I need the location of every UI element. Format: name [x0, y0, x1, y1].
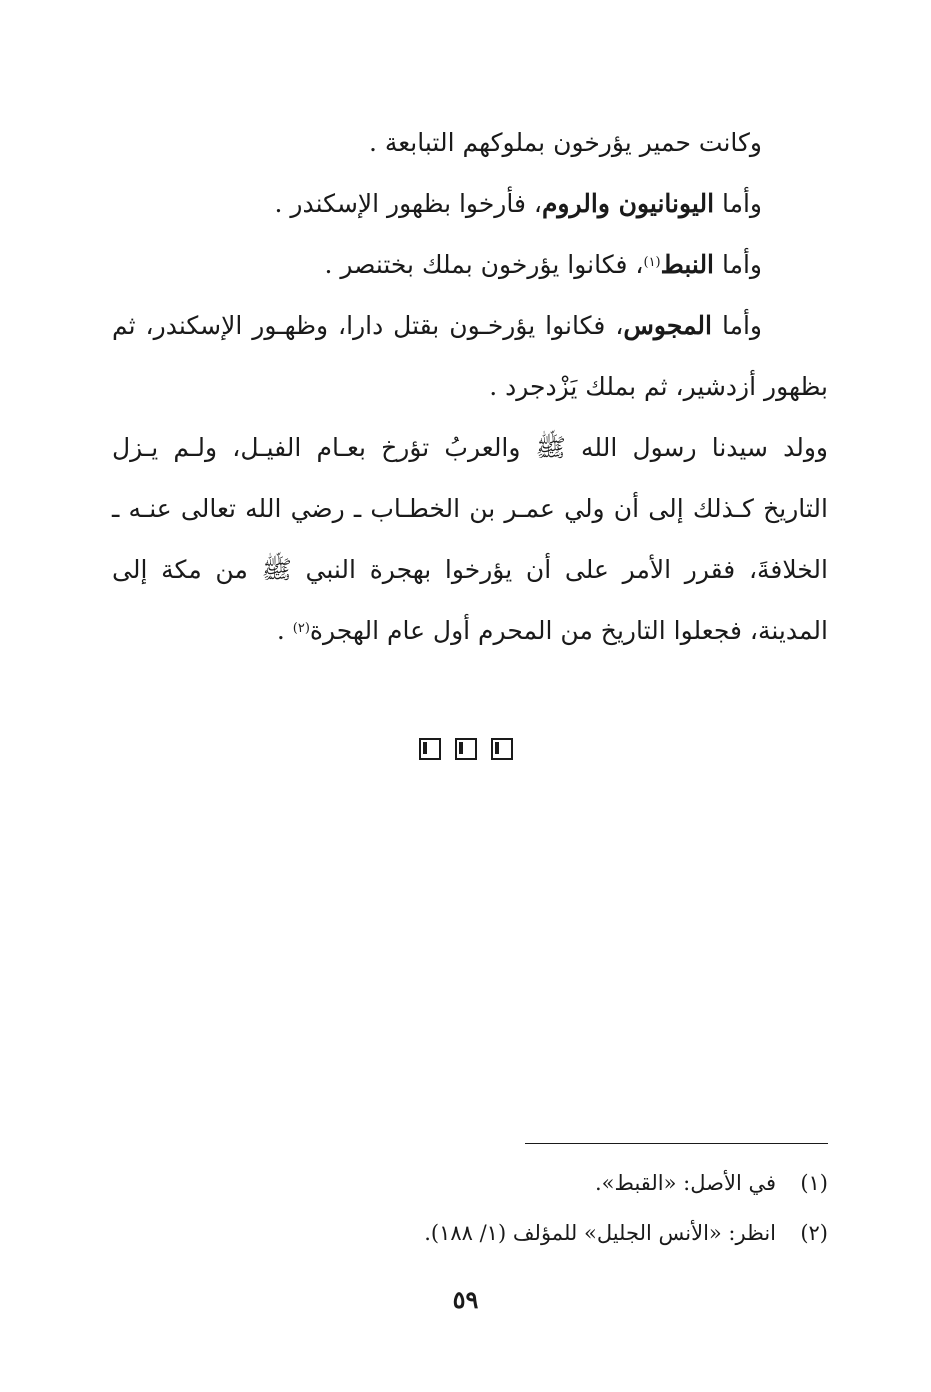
- paragraph-2: [112, 173, 828, 234]
- footnotes: [200, 1158, 828, 1258]
- paragraph-4-bold: المجوس: [623, 311, 712, 340]
- main-text: [112, 112, 828, 661]
- separator-box-icon: [491, 738, 513, 760]
- paragraph-3: [112, 234, 828, 295]
- paragraph-4-rest: ، فكانوا يؤرخـون بقتل دارا، وظهـور الإسكندر، ثم بظهور أزدشير، ثم بملك يَزْدجرد .: [112, 311, 828, 401]
- paragraph-1-text: وكانت حمير يؤرخون بملوكهم التبابعة .: [368, 128, 762, 157]
- paragraph-5-end: .: [276, 616, 293, 645]
- paragraph-3-lead: وأما: [714, 250, 762, 279]
- paragraph-3-rest: ، فكانوا يؤرخون بملك بختنصر .: [324, 250, 644, 279]
- paragraph-2-rest: ، فأرخوا بظهور الإسكندر .: [274, 189, 542, 218]
- section-separator: [0, 738, 931, 760]
- paragraph-4-lead: وأما: [712, 311, 762, 340]
- footnote-ref-2[interactable]: (٢): [292, 621, 310, 636]
- paragraph-3-bold: النبط: [660, 250, 715, 279]
- footnote-2-number: (٢): [800, 1221, 828, 1245]
- paragraph-5: [112, 417, 828, 661]
- paragraph-2-lead: وأما: [714, 189, 762, 218]
- page-number: ٥٩: [452, 1285, 479, 1314]
- footnote-ref-1[interactable]: (١): [643, 255, 661, 270]
- footnote-1-text: في الأصل: «القبط».: [594, 1171, 776, 1195]
- footnote-2-text: انظر: «الأنس الجليل» للمؤلف (١/ ١٨٨).: [424, 1221, 776, 1245]
- separator-box-icon: [455, 738, 477, 760]
- paragraph-4: [112, 295, 828, 417]
- paragraph-2-bold: اليونانيون والروم: [541, 189, 715, 218]
- footnote-divider: [525, 1143, 828, 1144]
- footnote-2: [200, 1208, 828, 1258]
- paragraph-1: [112, 112, 828, 173]
- separator-box-icon: [419, 738, 441, 760]
- footnote-1: [200, 1158, 828, 1208]
- footnote-1-number: (١): [800, 1171, 828, 1195]
- paragraph-5-text: وولد سيدنا رسول الله ﷺ والعربُ تؤرخ بعـام الفيـل، ولـم يـزل التاريخ كـذلك إلى أن ولي عمـر بن الخطـاب ـ رضي الله تعالى عنـه ـ الخلافةَ، فقرر الأمر على أن يؤرخوا بهجرة النبي ﷺ من مكة إلى المدينة، فجعلوا التاريخ من المحرم أول عام الهجرة: [112, 433, 828, 645]
